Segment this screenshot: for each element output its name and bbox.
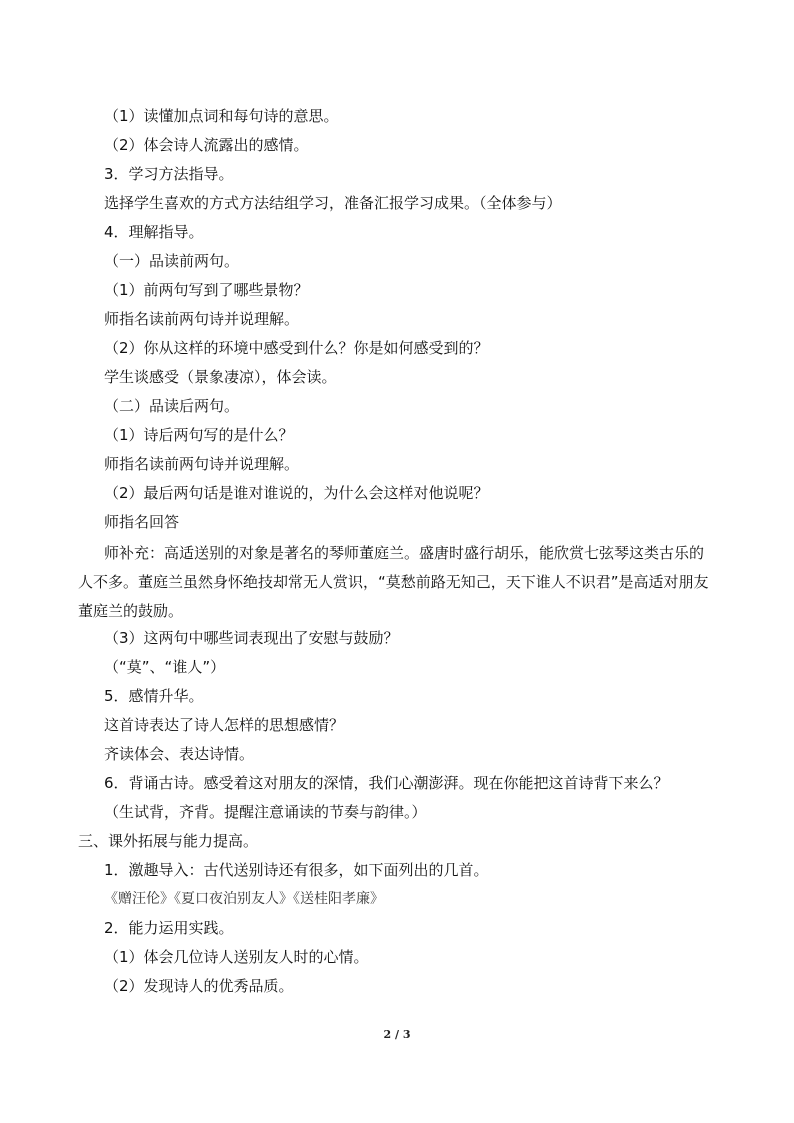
text-line: （一）品读前两句。 xyxy=(104,252,240,270)
text-line: 学生谈感受（景象凄凉），体会读。 xyxy=(104,368,337,386)
text-line: 选择学生喜欢的方式方法结组学习，准备汇报学习成果。（全体参与） xyxy=(104,194,562,212)
text-line: 4．理解指导。 xyxy=(104,223,204,241)
text-line: （2）你从这样的环境中感受到什么？你是如何感受到的？ xyxy=(104,339,489,357)
text-line: 这首诗表达了诗人怎样的思想感情？ xyxy=(104,716,345,734)
text-line: （生试背，齐背。提醒注意诵读的节奏与韵律。） xyxy=(104,803,427,821)
text-line: （3）这两句中哪些词表现出了安慰与鼓励？ xyxy=(104,629,399,647)
text-line: 2．能力运用实践。 xyxy=(104,919,234,937)
text-line: （2）体会诗人流露出的感情。 xyxy=(104,136,309,154)
text-line: （1）前两句写到了哪些景物？ xyxy=(104,281,309,299)
text-line: 师指名回答 xyxy=(104,513,180,531)
poem-titles: 《赠汪伦》《夏口夜泊别友人》《送桂阳孝廉》 xyxy=(104,891,384,907)
text-line: 3．学习方法指导。 xyxy=(104,165,234,183)
page-number: 2 / 3 xyxy=(383,1028,411,1041)
text-line: 齐读体会、表达诗情。 xyxy=(104,745,255,763)
text-line: （二）品读后两句。 xyxy=(104,397,240,415)
section-heading: 三、课外拓展与能力提高。 xyxy=(78,832,259,850)
text-line: （“莫”、“谁人”） xyxy=(104,658,226,676)
text-line: （2）最后两句话是谁对谁说的，为什么会这样对他说呢？ xyxy=(104,484,489,502)
text-line: 1．激趣导入：古代送别诗还有很多，如下面列出的几首。 xyxy=(104,861,489,879)
text-line: 6．背诵古诗。感受着这对朋友的深情，我们心潮澎湃。现在你能把这首诗背下来么？ xyxy=(104,774,669,792)
text-line: （1）诗后两句写的是什么？ xyxy=(104,426,294,444)
text-line: 5．感情升华。 xyxy=(104,687,204,705)
text-line: 师指名读前两句诗并说理解。 xyxy=(104,310,300,328)
text-line: （2）发现诗人的优秀品质。 xyxy=(104,977,294,995)
text-line: （1）读懂加点词和每句诗的意思。 xyxy=(104,107,339,125)
text-line: （1）体会几位诗人送别友人时的心情。 xyxy=(104,948,369,966)
text-line: 师指名读前两句诗并说理解。 xyxy=(104,455,300,473)
paragraph: 师补充：高适送别的对象是著名的琴师董庭兰。盛唐时盛行胡乐，能欣赏七弦琴这类古乐的人不多。董庭兰虽然身怀绝技却常无人赏识，“莫愁前路无知己，天下谁人不识君”是高适对朋友董庭兰的鼓励。 xyxy=(78,544,709,620)
